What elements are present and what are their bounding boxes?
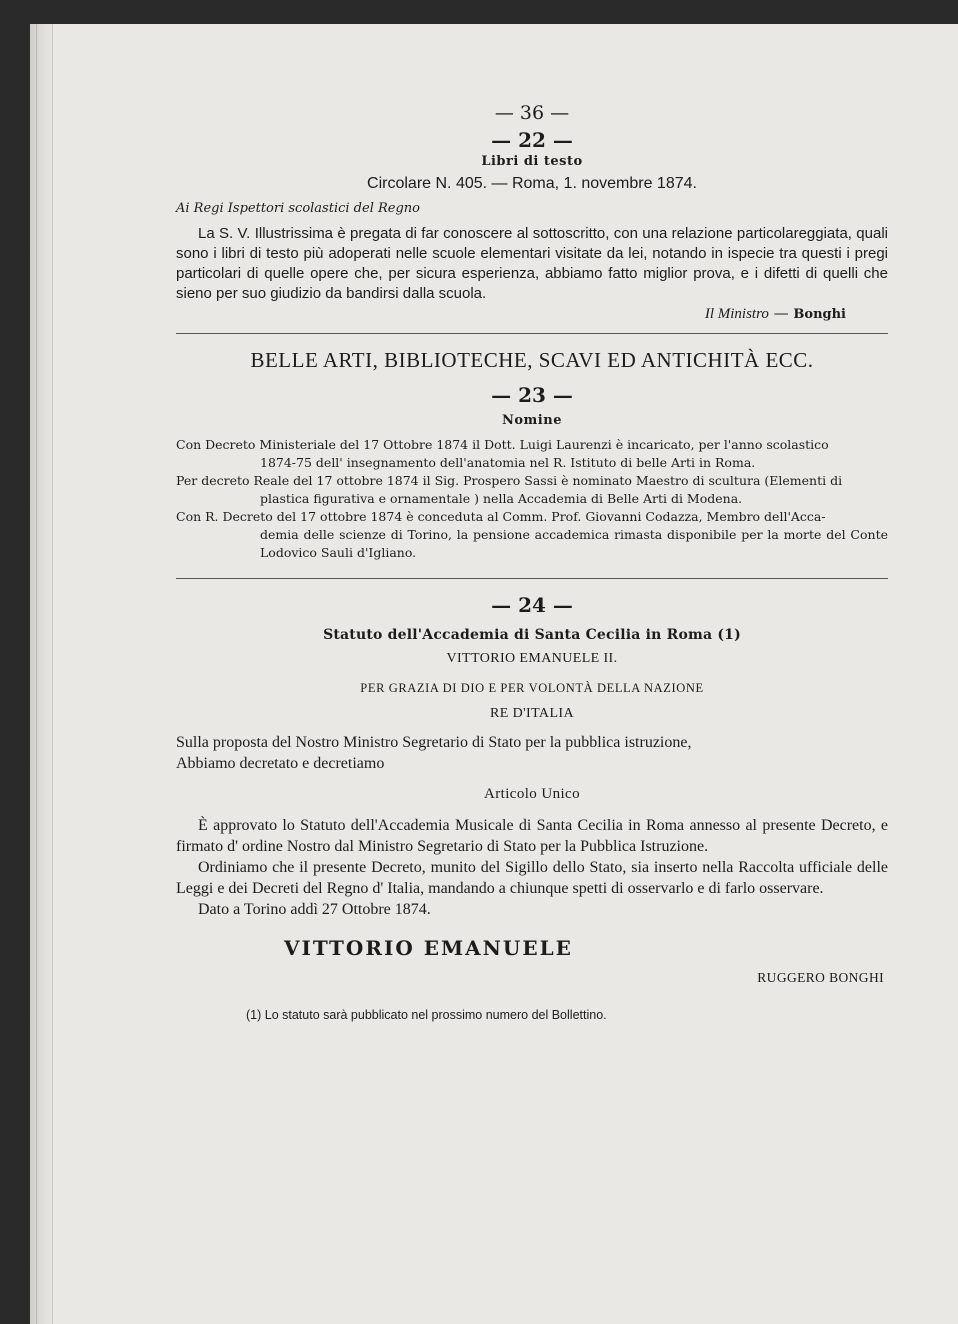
document-page (30, 24, 958, 1324)
king-signature: VITTORIO EMANUELE (284, 936, 573, 960)
countersignature: RUGGERO BONGHI (757, 970, 884, 985)
nomina-item (176, 508, 888, 562)
nomina-first-line: Con R. Decreto del 17 ottobre 1874 è conceduta al Comm. Prof. Giovanni Codazza, Membro dell'Acca- (176, 509, 826, 524)
nomina-rest: plastica figurativa e ornamentale ) nella Accademia di Belle Arti di Modena. (260, 491, 743, 506)
nomina-rest: demia delle scienze di Torino, la pensione accademica rimasta disponibile per la morte del Conte Lodovico Sauli d'Igliano. (260, 527, 888, 560)
page-edge-line (36, 24, 37, 1324)
section-number-22: — 22 — (491, 128, 573, 152)
page-number: — 36 — (494, 102, 570, 124)
re-d-italia: RE D'ITALIA (490, 706, 574, 721)
section-number-23: — 23 — (491, 383, 573, 407)
footnote: (1) Lo statuto sarà pubblicato nel prossimo numero del Bollettino. (246, 1008, 607, 1022)
nomine-list (176, 436, 888, 562)
heading-libri-di-testo: Libri di testo (481, 154, 583, 169)
ministro-signature (176, 304, 888, 323)
section-title: BELLE ARTI, BIBLIOTECHE, SCAVI ED ANTICHITÀ ECC. (250, 348, 814, 372)
nomina-item (176, 472, 888, 508)
divider-rule (176, 333, 888, 334)
section-number-24: — 24 — (491, 593, 573, 617)
signature-dash: — (768, 304, 794, 322)
nomina-first-line: Per decreto Reale del 17 ottobre 1874 il Sig. Prospero Sassi è nominato Maestro di scultura (Elementi di (176, 473, 843, 488)
nomina-rest: 1874-75 dell' insegnamento dell'anatomia nel R. Istituto di belle Arti in Roma. (260, 455, 756, 470)
articolo-unico: Articolo Unico (484, 786, 580, 802)
circolare-paragraph: La S. V. Illustrissima è pregata di far conoscere al sottoscritto, con una relazione particolareggiata, quali sono i libri di testo più adoperati nelle scuole elementari visitate da lei, notando in ispecie tra questi i pregi particolari di quelle opere che, per sicura esperienza, abbiamo fatto miglior prova, e i difetti di quelli che sieno per suo giudizio da bandirsi dalla scuola. (176, 225, 888, 302)
circolare-line: Circolare N. 405. — Roma, 1. novembre 1874. (367, 175, 697, 192)
ministro-title: Il Ministro (704, 306, 769, 322)
page-content (176, 94, 888, 1022)
divider-rule (176, 578, 888, 579)
nomina-item (176, 436, 888, 472)
page-binding-edge (30, 24, 53, 1324)
heading-nomine: Nomine (502, 413, 562, 428)
heading-statuto: Statuto dell'Accademia di Santa Cecilia in Roma (1) (323, 627, 741, 643)
decretato-line: Abbiamo decretato e decretiamo (176, 755, 385, 772)
proposta-line: Sulla proposta del Nostro Ministro Segretario di Stato per la pubblica istruzione, (176, 734, 692, 751)
per-grazia-line: PER GRAZIA DI DIO E PER VOLONTÀ DELLA NAZIONE (360, 681, 704, 695)
king-name: VITTORIO EMANUELE II. (446, 651, 618, 666)
ministro-name: Bonghi (793, 307, 846, 322)
dato-line: Dato a Torino addì 27 Ottobre 1874. (198, 901, 431, 918)
decree-paragraph-1: È approvato lo Statuto dell'Accademia Musicale di Santa Cecilia in Roma annesso al presente Decreto, e firmato d' ordine Nostro dal Ministro Segretario di Stato per la Pubblica Istruzione. (176, 817, 888, 855)
addressee: Ai Regi Ispettori scolastici del Regno (176, 201, 420, 216)
decree-paragraph-2: Ordiniamo che il presente Decreto, munito del Sigillo dello Stato, sia inserto nella Raccolta ufficiale delle Leggi e dei Decreti del Regno d' Italia, mandando a chiunque spetti di osservarlo e di farlo osservare. (176, 859, 888, 897)
nomina-first-line: Con Decreto Ministeriale del 17 Ottobre 1874 il Dott. Luigi Laurenzi è incaricato, per l'anno scolastico (176, 437, 829, 452)
